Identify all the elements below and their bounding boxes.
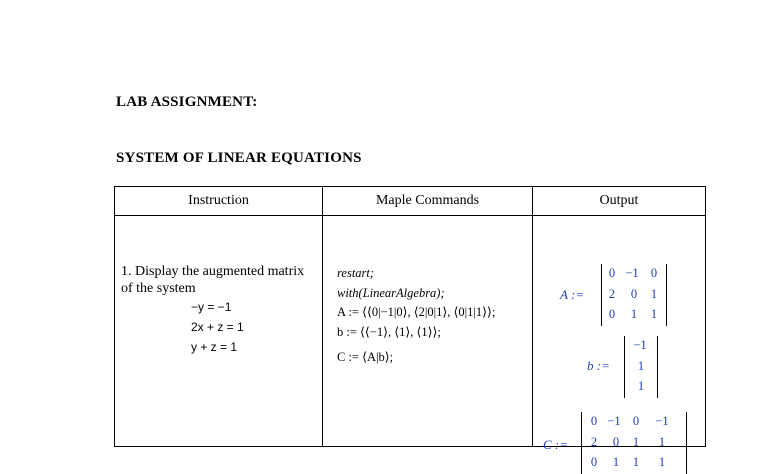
instruction-cell	[115, 216, 323, 447]
vector-b-label: b :=	[587, 358, 610, 373]
vector-b-cell: −1	[633, 338, 647, 352]
commands-cell	[323, 216, 533, 447]
matrix-a-cell: −1	[625, 266, 639, 280]
column-header-instruction: Instruction	[115, 187, 323, 216]
matrix-a-cell: 2	[608, 287, 616, 301]
maple-command-list	[337, 264, 495, 368]
matrix-a-cell: 1	[630, 307, 638, 321]
matrix-c-cell: 2	[590, 435, 598, 449]
matrix-c-cell: 1	[658, 455, 666, 469]
table-row	[115, 216, 706, 447]
matrix-a	[601, 264, 667, 326]
output-cell	[533, 216, 706, 469]
column-header-output: Output	[533, 187, 706, 216]
matrix-c-cell: 0	[632, 414, 640, 428]
equation-3: y + z = 1	[191, 340, 238, 354]
matrix-c-cell: 1	[632, 455, 640, 469]
matrix-a-cell: 0	[608, 266, 616, 280]
column-header-maple-commands: Maple Commands	[323, 187, 533, 216]
matrix-a-cell: 0	[650, 266, 658, 280]
vector-b-cell: 1	[637, 379, 645, 393]
matrix-a-cell: 0	[630, 287, 638, 301]
command-restart: restart;	[337, 266, 375, 280]
command-define-c: C := ⟨A|b⟩;	[337, 350, 394, 364]
section-heading: SYSTEM OF LINEAR EQUATIONS	[116, 150, 362, 166]
matrix-c-cell: 0	[590, 414, 598, 428]
command-define-a: A := ⟨⟨0|−1|0⟩, ⟨2|0|1⟩, ⟨0|1|1⟩⟩;	[337, 305, 496, 319]
matrix-c-cell: 1	[612, 455, 620, 469]
lab-assignment-heading: LAB ASSIGNMENT:	[116, 94, 258, 110]
table-header-row	[115, 187, 706, 216]
matrix-a-cell: 0	[608, 307, 616, 321]
matrix-c	[581, 412, 687, 474]
matrix-c-cell: −1	[607, 414, 621, 428]
vector-b	[624, 336, 658, 398]
equation-2: 2x + z = 1	[191, 320, 244, 334]
matrix-c-cell: 0	[612, 435, 620, 449]
matrix-c-cell: 0	[590, 455, 598, 469]
instruction-text: 1. Display the augmented matrix of the system	[121, 264, 305, 296]
matrix-a-cell: 1	[650, 287, 658, 301]
matrix-c-cell: −1	[655, 414, 669, 428]
equation-1: −y = −1	[191, 300, 232, 314]
command-define-b: b := ⟨⟨−1⟩, ⟨1⟩, ⟨1⟩⟩;	[337, 324, 441, 339]
lab-table	[114, 186, 706, 469]
matrix-c-cell: 1	[658, 435, 666, 449]
vector-b-cell: 1	[637, 359, 645, 373]
matrix-c-cell: 1	[632, 435, 640, 449]
matrix-a-label: A :=	[560, 287, 585, 302]
matrix-a-cell: 1	[650, 307, 658, 321]
matrix-c-label: C :=	[543, 437, 569, 452]
command-with: with(LinearAlgebra);	[337, 285, 445, 300]
